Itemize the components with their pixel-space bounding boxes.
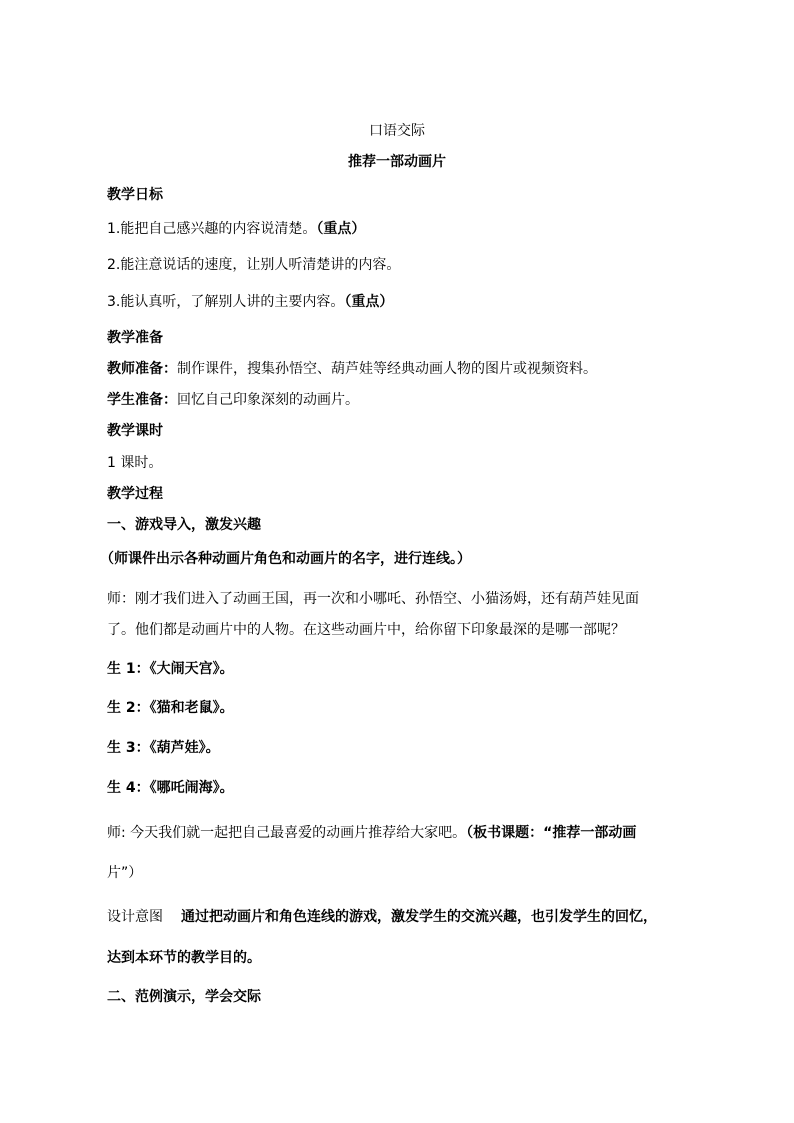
student-prep: 学生准备：回忆自己印象深刻的动画片。: [107, 392, 359, 408]
part1-heading: 一、游戏导入，激发兴趣: [107, 517, 261, 533]
student-answer: 生 1：《大闹天宫》。: [107, 661, 234, 677]
goal-item: 1.能把自己感兴趣的内容说清楚。（重点）: [107, 221, 366, 237]
student-answer: 生 4：《哪吒闹海》。: [107, 780, 234, 796]
document-title: 口语交际: [369, 123, 425, 139]
goal-item: 2.能注意说话的速度，让别人听清楚讲的内容。: [107, 257, 401, 273]
design-intent-line: 设计意图 通过把动画片和角色连线的游戏，激发学生的交流兴趣，也引发学生的回忆，: [107, 909, 657, 925]
goal-item: 3.能认真听，了解别人讲的主要内容。（重点）: [107, 294, 394, 310]
hours-text: 1 课时。: [107, 455, 163, 471]
goals-heading: 教学日标: [107, 187, 163, 203]
teacher-dialogue-line: 师：刚才我们进入了动画王国，再一次和小哪吒、孙悟空、小猫汤姆，还有葫芦娃见面: [107, 591, 639, 607]
teacher-dialogue-line: 了。他们都是动画片中的人物。在这些动画片中，给你留下印象最深的是哪一部呢？: [107, 622, 625, 638]
teacher-closing-line: 师: 今天我们就一起把自己最喜爱的动画片推荐给大家吧。（板书课题：“推荐一部动画: [107, 825, 637, 841]
process-heading: 教学过程: [107, 486, 163, 502]
part2-heading: 二、范例演示，学会交际: [107, 989, 261, 1005]
student-answer: 生 2：《猫和老鼠》。: [107, 700, 234, 716]
instruction-text: （师课件出示各种动画片角色和动画片的名字，进行连线。）: [100, 551, 471, 567]
design-intent-line-2: 达到本环节的教学目的。: [107, 950, 261, 966]
document-subtitle: 推荐一部动画片: [348, 154, 446, 170]
teacher-closing-line-2: 片”）: [107, 865, 143, 881]
student-answer: 生 3：《葫芦娃》。: [107, 740, 220, 756]
hours-heading: 教学课时: [107, 423, 163, 439]
teacher-prep: 教师准备：制作课件，搜集孙悟空、葫芦娃等经典动画人物的图片或视频资料。: [107, 361, 597, 377]
prep-heading: 教学准备: [107, 330, 163, 346]
